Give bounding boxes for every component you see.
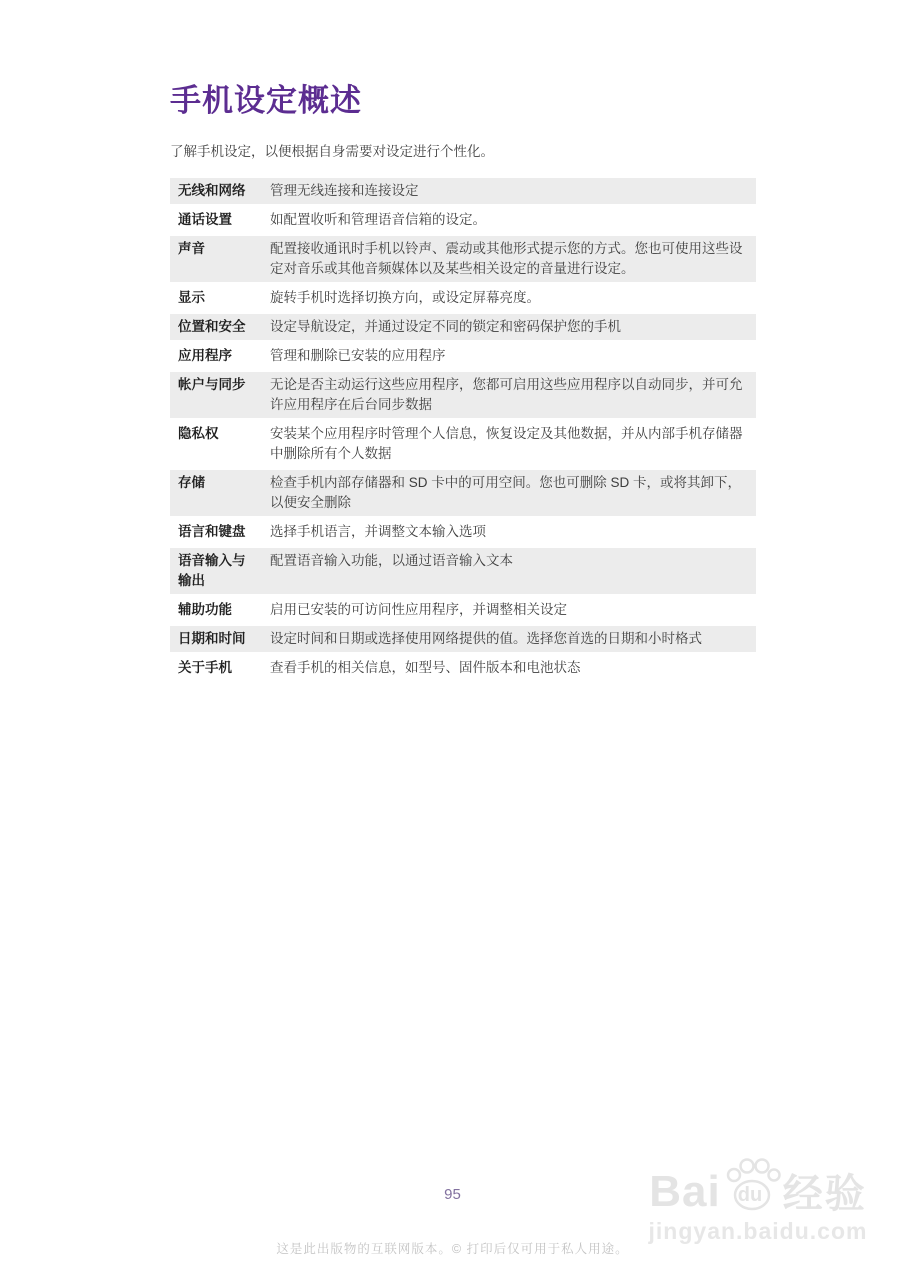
footer-note: 这是此出版物的互联网版本。© 打印后仅可用于私人用途。 bbox=[276, 1242, 629, 1256]
intro-text: 了解手机设定，以便根据自身需要对设定进行个性化。 bbox=[170, 144, 494, 160]
setting-description: 旋转手机时选择切换方向，或设定屏幕亮度。 bbox=[270, 290, 540, 306]
table-row bbox=[170, 421, 756, 467]
setting-term: 无线和网络 bbox=[178, 183, 246, 199]
setting-description: 管理和删除已安装的应用程序 bbox=[270, 348, 446, 364]
setting-description: 无论是否主动运行这些应用程序，您都可启用这些应用程序以自动同步，并可允许应用程序在后台同步数据 bbox=[270, 377, 743, 413]
setting-term: 帐户与同步 bbox=[178, 377, 246, 393]
table-row bbox=[170, 178, 756, 204]
setting-term: 语音输入与输出 bbox=[178, 553, 246, 589]
page-title: 手机设定概述 bbox=[170, 83, 362, 118]
watermark-du-text: du bbox=[737, 1184, 763, 1206]
table-row bbox=[170, 207, 756, 233]
page-content bbox=[170, 84, 756, 684]
setting-description: 选择手机语言，并调整文本输入选项 bbox=[270, 524, 486, 540]
settings-table bbox=[170, 178, 756, 681]
setting-term: 声音 bbox=[178, 241, 205, 257]
table-row bbox=[170, 236, 756, 282]
setting-term: 通话设置 bbox=[178, 212, 232, 228]
setting-term: 关于手机 bbox=[178, 660, 232, 676]
setting-term: 存储 bbox=[178, 475, 205, 491]
setting-term: 辅助功能 bbox=[178, 602, 232, 618]
setting-description: 如配置收听和管理语音信箱的设定。 bbox=[270, 212, 486, 228]
setting-description: 安装某个应用程序时管理个人信息，恢复设定及其他数据，并从内部手机存储器中删除所有个人数据 bbox=[270, 426, 743, 462]
setting-description: 查看手机的相关信息，如型号、固件版本和电池状态 bbox=[270, 660, 581, 676]
setting-description: 配置语音输入功能，以通过语音输入文本 bbox=[270, 553, 513, 569]
baidu-jingyan-watermark bbox=[623, 1158, 893, 1245]
table-row bbox=[170, 470, 756, 516]
setting-description: 配置接收通讯时手机以铃声、震动或其他形式提示您的方式。您也可使用这些设定对音乐或其他音频媒体以及某些相关设定的音量进行设定。 bbox=[270, 241, 743, 277]
table-row bbox=[170, 626, 756, 652]
paw-icon bbox=[723, 1158, 781, 1214]
table-row bbox=[170, 343, 756, 369]
table-row bbox=[170, 372, 756, 418]
setting-term: 日期和时间 bbox=[178, 631, 246, 647]
watermark-bai-text: Bai bbox=[649, 1167, 721, 1216]
setting-description: 检查手机内部存储器和 SD 卡中的可用空间。您也可删除 SD 卡，或将其卸下，以便安全删除 bbox=[270, 475, 742, 511]
setting-term: 应用程序 bbox=[178, 348, 232, 364]
setting-description: 管理无线连接和连接设定 bbox=[270, 183, 419, 199]
watermark-logo bbox=[623, 1158, 893, 1217]
watermark-jingyan-text: 经验 bbox=[782, 1171, 867, 1217]
table-row bbox=[170, 548, 756, 594]
setting-term: 隐私权 bbox=[178, 426, 219, 442]
setting-term: 语言和键盘 bbox=[178, 524, 246, 540]
page-number: 95 bbox=[444, 1186, 461, 1203]
setting-description: 设定时间和日期或选择使用网络提供的值。选择您首选的日期和小时格式 bbox=[270, 631, 702, 647]
setting-description: 启用已安装的可访问性应用程序，并调整相关设定 bbox=[270, 602, 567, 618]
watermark-url: jingyan.baidu.com bbox=[648, 1218, 868, 1244]
setting-term: 位置和安全 bbox=[178, 319, 246, 335]
setting-term: 显示 bbox=[178, 290, 205, 306]
table-row bbox=[170, 655, 756, 681]
table-row bbox=[170, 285, 756, 311]
table-row bbox=[170, 519, 756, 545]
table-row bbox=[170, 597, 756, 623]
setting-description: 设定导航设定，并通过设定不同的锁定和密码保护您的手机 bbox=[270, 319, 621, 335]
table-row bbox=[170, 314, 756, 340]
